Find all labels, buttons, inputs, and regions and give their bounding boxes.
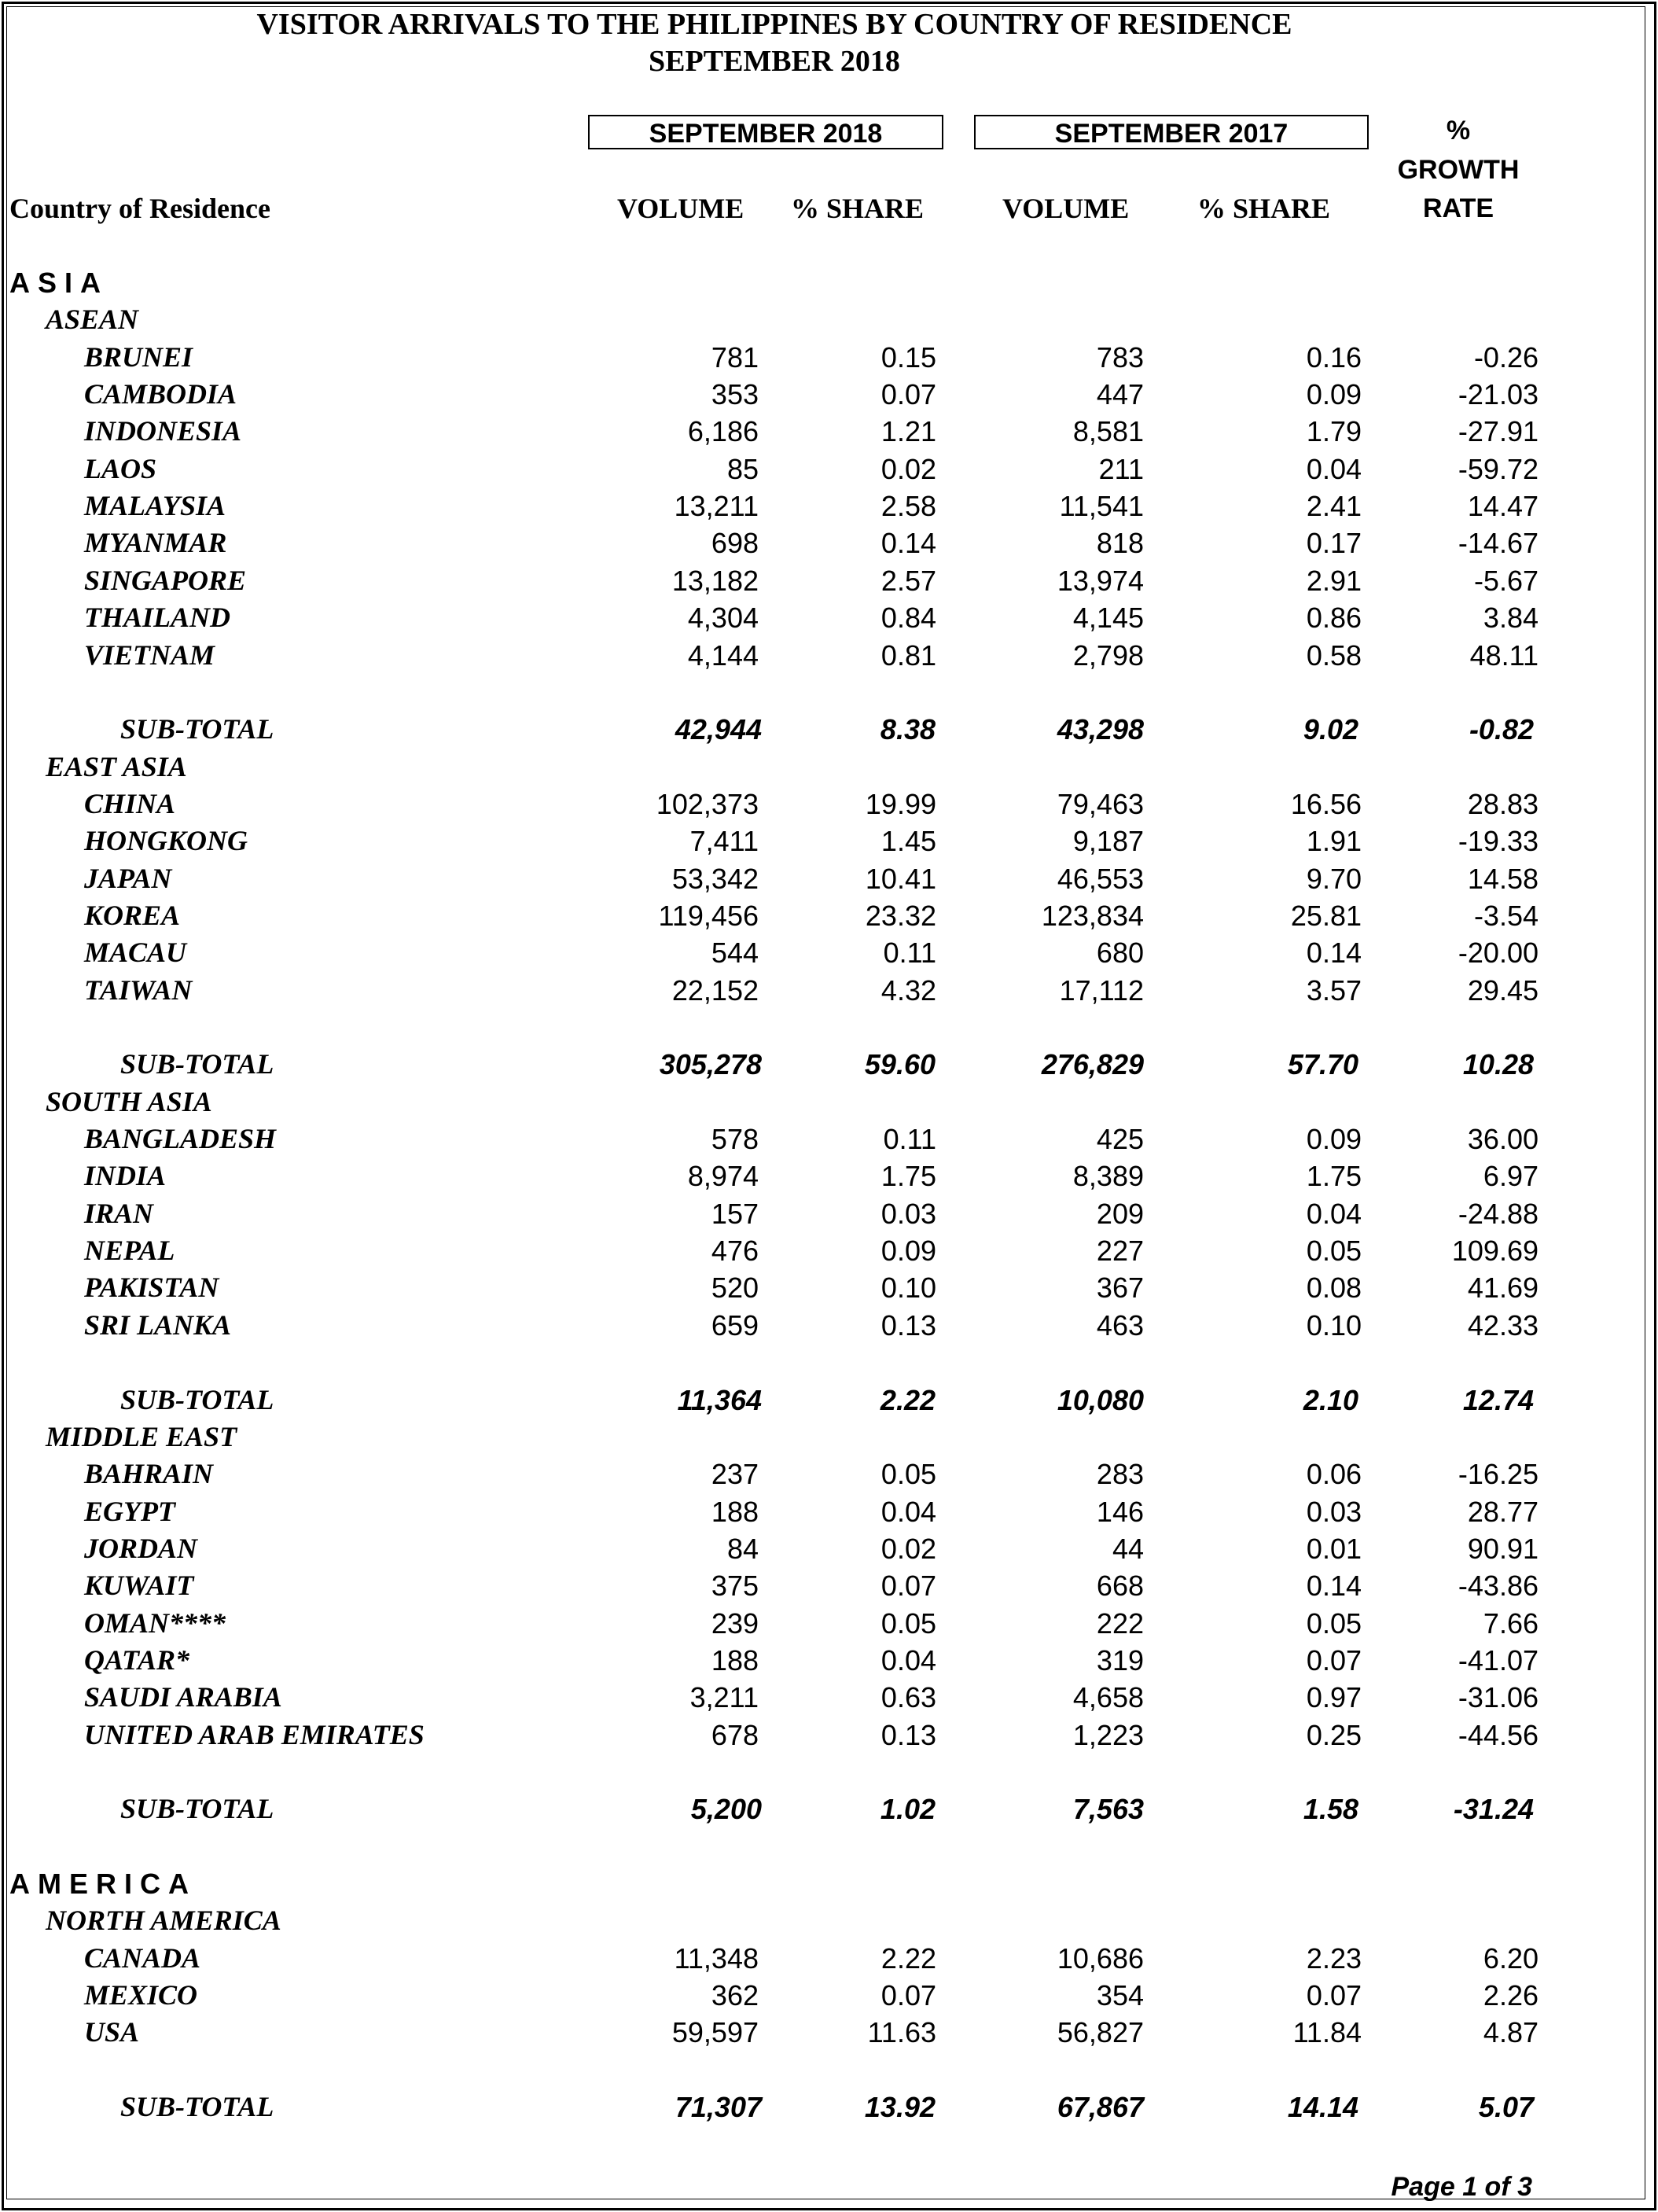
share-2017-cell: 0.07 bbox=[1306, 1643, 1362, 1676]
volume-2018-cell: 59,597 bbox=[671, 2016, 759, 2049]
table-row bbox=[0, 451, 1658, 488]
table-row bbox=[0, 1642, 1658, 1679]
volume-2018-cell: 188 bbox=[711, 1495, 759, 1528]
volume-2018-cell: 119,456 bbox=[658, 899, 759, 932]
subtotal-row bbox=[0, 711, 1658, 748]
country-label: MALAYSIA bbox=[84, 490, 226, 522]
growth-rate-cell: -0.26 bbox=[1473, 340, 1539, 374]
share-2017-cell: 0.07 bbox=[1306, 1979, 1362, 2012]
table-row bbox=[0, 786, 1658, 823]
volume-2017-cell: 56,827 bbox=[1057, 2016, 1144, 2049]
share-2017-cell: 0.17 bbox=[1306, 527, 1362, 560]
share-2017-cell: 1.58 bbox=[1303, 1793, 1358, 1826]
country-label: QATAR* bbox=[84, 1643, 190, 1676]
country-label: HONGKONG bbox=[84, 825, 248, 857]
table-row bbox=[0, 1158, 1658, 1194]
share-2018-cell: 0.05 bbox=[880, 1607, 936, 1640]
table-row bbox=[0, 1977, 1658, 2014]
country-label: USA bbox=[84, 2016, 140, 2048]
share-2018-cell: 0.05 bbox=[880, 1458, 936, 1491]
share-2017-cell: 0.04 bbox=[1306, 1197, 1362, 1230]
table-row bbox=[0, 972, 1658, 1009]
volume-2018-cell: 53,342 bbox=[671, 862, 759, 895]
region-label: ASIA bbox=[9, 267, 109, 299]
share-2018-cell: 2.22 bbox=[880, 1941, 936, 1975]
volume-2017-cell: 67,867 bbox=[1057, 2091, 1144, 2124]
growth-rate-cell: 7.66 bbox=[1483, 1607, 1539, 1640]
share-2018-cell: 1.75 bbox=[880, 1160, 936, 1193]
table-row bbox=[0, 1232, 1658, 1269]
volume-2017-cell: 222 bbox=[1096, 1607, 1144, 1640]
growth-rate-cell: 14.47 bbox=[1467, 490, 1539, 523]
country-label: BRUNEI bbox=[84, 340, 193, 373]
volume-2017-cell: 4,658 bbox=[1072, 1681, 1144, 1714]
share-2018-cell: 0.81 bbox=[880, 639, 936, 672]
growth-rate-cell: -20.00 bbox=[1458, 937, 1539, 970]
subtotal-row bbox=[0, 1791, 1658, 1827]
volume-2017-cell: 680 bbox=[1096, 937, 1144, 970]
growth-rate-cell: 5.07 bbox=[1478, 2091, 1534, 2124]
volume-2017-cell: 425 bbox=[1096, 1123, 1144, 1156]
share-2018-cell: 0.07 bbox=[880, 1979, 936, 2012]
share-2017-cell: 2.23 bbox=[1306, 1941, 1362, 1975]
volume-2017-cell: 783 bbox=[1096, 340, 1144, 374]
subtotal-row bbox=[0, 2089, 1658, 2126]
growth-rate-cell: 90.91 bbox=[1467, 1532, 1539, 1565]
volume-2017-cell: 9,187 bbox=[1072, 825, 1144, 858]
volume-2017-cell: 463 bbox=[1096, 1308, 1144, 1342]
country-label: CANADA bbox=[84, 1941, 201, 1974]
volume-2018-cell: 13,182 bbox=[671, 564, 759, 597]
volume-2017-cell: 8,389 bbox=[1072, 1160, 1144, 1193]
volume-2018-cell: 102,373 bbox=[656, 787, 759, 820]
share-2017-cell: 0.09 bbox=[1306, 1123, 1362, 1156]
volume-2017-cell: 1,223 bbox=[1072, 1718, 1144, 1751]
volume-2017-cell: 11,541 bbox=[1059, 490, 1144, 523]
volume-2017-cell: 123,834 bbox=[1041, 899, 1144, 932]
table-row bbox=[0, 1195, 1658, 1232]
growth-rate-cell: 36.00 bbox=[1467, 1123, 1539, 1156]
share-2018-cell: 0.07 bbox=[880, 378, 936, 411]
share-2017-cell: 0.14 bbox=[1306, 1570, 1362, 1603]
share-2018-cell: 0.13 bbox=[880, 1308, 936, 1342]
growth-rate-cell: -27.91 bbox=[1458, 415, 1539, 448]
share-2018-cell: 1.21 bbox=[880, 415, 936, 448]
share-2017-cell: 2.91 bbox=[1306, 564, 1362, 597]
volume-2017-cell: 227 bbox=[1096, 1235, 1144, 1268]
growth-rate-cell: 12.74 bbox=[1462, 1383, 1534, 1416]
subtotal-label: SUB-TOTAL bbox=[120, 2091, 274, 2123]
share-2017-cell: 0.14 bbox=[1306, 937, 1362, 970]
subregion-row bbox=[0, 749, 1658, 786]
share-2017-header: % SHARE bbox=[1197, 193, 1331, 224]
report-subtitle: SEPTEMBER 2018 bbox=[649, 45, 900, 78]
volume-2018-cell: 71,307 bbox=[675, 2091, 762, 2124]
share-2018-cell: 0.09 bbox=[880, 1235, 936, 1268]
country-label: OMAN**** bbox=[84, 1607, 226, 1639]
growth-rate-cell: -16.25 bbox=[1458, 1458, 1539, 1491]
share-2017-cell: 2.10 bbox=[1303, 1383, 1358, 1416]
volume-2018-cell: 698 bbox=[711, 527, 759, 560]
subtotal-row bbox=[0, 1382, 1658, 1419]
growth-rate-cell: 10.28 bbox=[1462, 1048, 1534, 1081]
share-2018-cell: 10.41 bbox=[865, 862, 936, 895]
volume-2018-cell: 188 bbox=[711, 1643, 759, 1676]
share-2017-cell: 0.25 bbox=[1306, 1718, 1362, 1751]
volume-2018-cell: 157 bbox=[711, 1197, 759, 1230]
share-2017-cell: 16.56 bbox=[1290, 787, 1362, 820]
growth-rate-cell: -31.24 bbox=[1453, 1793, 1534, 1826]
growth-rate-cell: 6.20 bbox=[1483, 1941, 1539, 1975]
country-label: CHINA bbox=[84, 787, 176, 819]
subtotal-label: SUB-TOTAL bbox=[120, 1048, 274, 1080]
share-2018-cell: 2.57 bbox=[880, 564, 936, 597]
country-label: BANGLADESH bbox=[84, 1123, 277, 1155]
volume-2018-cell: 520 bbox=[711, 1272, 759, 1305]
table-row bbox=[0, 562, 1658, 599]
share-2017-cell: 0.86 bbox=[1306, 602, 1362, 635]
growth-rate-cell: -24.88 bbox=[1458, 1197, 1539, 1230]
country-label: TAIWAN bbox=[84, 974, 193, 1006]
volume-2017-cell: 146 bbox=[1096, 1495, 1144, 1528]
share-2018-cell: 1.02 bbox=[880, 1793, 936, 1826]
share-2018-cell: 0.84 bbox=[880, 602, 936, 635]
volume-2017-cell: 46,553 bbox=[1057, 862, 1144, 895]
share-2018-cell: 0.02 bbox=[880, 452, 936, 485]
country-label: SRI LANKA bbox=[84, 1308, 232, 1341]
share-2017-cell: 0.05 bbox=[1306, 1235, 1362, 1268]
country-label: EGYPT bbox=[84, 1495, 175, 1527]
table-row bbox=[0, 1567, 1658, 1604]
subregion-row bbox=[0, 1084, 1658, 1121]
share-2017-cell: 1.75 bbox=[1306, 1160, 1362, 1193]
volume-2017-cell: 354 bbox=[1096, 1979, 1144, 2012]
growth-rate-cell: 28.83 bbox=[1467, 787, 1539, 820]
share-2017-cell: 0.16 bbox=[1306, 340, 1362, 374]
volume-2017-cell: 10,080 bbox=[1057, 1383, 1144, 1416]
table-row bbox=[0, 1530, 1658, 1567]
volume-2017-cell: 7,563 bbox=[1072, 1793, 1144, 1826]
volume-2017-cell: 2,798 bbox=[1072, 639, 1144, 672]
subregion-row bbox=[0, 301, 1658, 338]
share-2018-cell: 0.11 bbox=[883, 1123, 936, 1156]
growth-rate-cell: -43.86 bbox=[1458, 1570, 1539, 1603]
volume-2017-cell: 10,686 bbox=[1057, 1941, 1144, 1975]
share-2017-cell: 0.97 bbox=[1306, 1681, 1362, 1714]
growth-rate-cell: 14.58 bbox=[1467, 862, 1539, 895]
volume-2018-cell: 239 bbox=[711, 1607, 759, 1640]
growth-rate-cell: 4.87 bbox=[1483, 2016, 1539, 2049]
volume-2017-cell: 4,145 bbox=[1072, 602, 1144, 635]
table-row bbox=[0, 1940, 1658, 1977]
growth-rate-cell: -0.82 bbox=[1469, 713, 1534, 746]
volume-2018-cell: 237 bbox=[711, 1458, 759, 1491]
country-label: PAKISTAN bbox=[84, 1272, 219, 1304]
country-label: CAMBODIA bbox=[84, 378, 237, 410]
share-2017-cell: 1.91 bbox=[1306, 825, 1362, 858]
volume-2018-cell: 544 bbox=[711, 937, 759, 970]
volume-2018-cell: 305,278 bbox=[659, 1048, 762, 1081]
growth-header-line1: % bbox=[1446, 116, 1471, 145]
share-2017-cell: 57.70 bbox=[1287, 1048, 1358, 1081]
growth-rate-cell: 29.45 bbox=[1467, 974, 1539, 1007]
volume-2017-cell: 276,829 bbox=[1041, 1048, 1144, 1081]
share-2018-cell: 0.04 bbox=[880, 1495, 936, 1528]
share-2017-cell: 25.81 bbox=[1290, 899, 1362, 932]
growth-rate-cell: -21.03 bbox=[1458, 378, 1539, 411]
table-row bbox=[0, 637, 1658, 674]
share-2017-cell: 0.01 bbox=[1306, 1532, 1362, 1565]
country-label: INDIA bbox=[84, 1160, 167, 1192]
volume-2018-cell: 84 bbox=[726, 1532, 759, 1565]
volume-2017-cell: 209 bbox=[1096, 1197, 1144, 1230]
country-label: INDONESIA bbox=[84, 415, 242, 447]
volume-2017-cell: 818 bbox=[1096, 527, 1144, 560]
table-row bbox=[0, 860, 1658, 897]
region-label: AMERICA bbox=[9, 1868, 197, 1901]
country-label: THAILAND bbox=[84, 602, 231, 634]
share-2018-cell: 23.32 bbox=[865, 899, 936, 932]
volume-2018-cell: 8,974 bbox=[687, 1160, 759, 1193]
share-2018-cell: 19.99 bbox=[865, 787, 936, 820]
growth-rate-cell: -3.54 bbox=[1473, 899, 1539, 932]
volume-2018-cell: 11,348 bbox=[674, 1941, 759, 1975]
growth-rate-cell: 48.11 bbox=[1469, 639, 1539, 672]
growth-rate-cell: -44.56 bbox=[1458, 1718, 1539, 1751]
share-2018-cell: 0.02 bbox=[880, 1532, 936, 1565]
subtotal-row bbox=[0, 1046, 1658, 1083]
volume-2017-cell: 17,112 bbox=[1059, 974, 1144, 1007]
share-2017-cell: 0.03 bbox=[1306, 1495, 1362, 1528]
volume-2018-cell: 6,186 bbox=[687, 415, 759, 448]
table-row bbox=[0, 524, 1658, 561]
share-2017-cell: 9.02 bbox=[1303, 713, 1358, 746]
share-2017-cell: 0.08 bbox=[1306, 1272, 1362, 1305]
share-2017-cell: 3.57 bbox=[1306, 974, 1362, 1007]
table-row bbox=[0, 934, 1658, 971]
share-2017-cell: 0.06 bbox=[1306, 1458, 1362, 1491]
share-2017-cell: 1.79 bbox=[1306, 415, 1362, 448]
subtotal-label: SUB-TOTAL bbox=[120, 1793, 274, 1825]
table-row bbox=[0, 823, 1658, 859]
volume-2017-cell: 8,581 bbox=[1072, 415, 1144, 448]
volume-2017-cell: 44 bbox=[1112, 1532, 1144, 1565]
volume-2018-cell: 3,211 bbox=[689, 1681, 759, 1714]
country-label: KOREA bbox=[84, 899, 181, 931]
share-2018-cell: 0.11 bbox=[883, 937, 936, 970]
growth-rate-cell: -59.72 bbox=[1458, 452, 1539, 485]
table-row bbox=[0, 339, 1658, 376]
volume-2017-cell: 447 bbox=[1096, 378, 1144, 411]
share-2017-cell: 11.84 bbox=[1292, 2016, 1362, 2049]
share-2018-cell: 0.10 bbox=[880, 1272, 936, 1305]
volume-2018-cell: 659 bbox=[711, 1308, 759, 1342]
volume-2018-cell: 578 bbox=[711, 1123, 759, 1156]
share-2018-cell: 1.45 bbox=[880, 825, 936, 858]
growth-rate-cell: -5.67 bbox=[1473, 564, 1539, 597]
share-2017-cell: 2.41 bbox=[1306, 490, 1362, 523]
volume-2018-cell: 4,304 bbox=[687, 602, 759, 635]
country-label: MYANMAR bbox=[84, 527, 227, 559]
growth-rate-cell: 42.33 bbox=[1467, 1308, 1539, 1342]
growth-rate-cell: 28.77 bbox=[1467, 1495, 1539, 1528]
share-2018-cell: 11.63 bbox=[867, 2016, 936, 2049]
growth-rate-cell: 2.26 bbox=[1483, 1979, 1539, 2012]
share-2017-cell: 0.09 bbox=[1306, 378, 1362, 411]
country-label: JORDAN bbox=[84, 1532, 198, 1564]
country-label: VIETNAM bbox=[84, 639, 215, 671]
growth-rate-cell: -41.07 bbox=[1458, 1643, 1539, 1676]
volume-2018-cell: 781 bbox=[711, 340, 759, 374]
share-2018-cell: 0.14 bbox=[880, 527, 936, 560]
region-row bbox=[0, 264, 1658, 301]
growth-rate-cell: -14.67 bbox=[1458, 527, 1539, 560]
country-label: NEPAL bbox=[84, 1235, 175, 1267]
growth-rate-cell: 41.69 bbox=[1467, 1272, 1539, 1305]
volume-2017-header: VOLUME bbox=[1002, 193, 1130, 224]
volume-2018-cell: 22,152 bbox=[671, 974, 759, 1007]
share-2017-cell: 0.58 bbox=[1306, 639, 1362, 672]
volume-2018-cell: 678 bbox=[711, 1718, 759, 1751]
volume-2018-cell: 362 bbox=[711, 1979, 759, 2012]
volume-2018-cell: 476 bbox=[711, 1235, 759, 1268]
table-row bbox=[0, 1269, 1658, 1306]
country-label: MEXICO bbox=[84, 1979, 198, 2011]
subregion-row bbox=[0, 1419, 1658, 1456]
country-label: KUWAIT bbox=[84, 1570, 194, 1602]
share-2018-cell: 0.04 bbox=[880, 1643, 936, 1676]
volume-2018-cell: 5,200 bbox=[690, 1793, 762, 1826]
table-row bbox=[0, 413, 1658, 450]
page-indicator: Page 1 of 3 bbox=[1391, 2172, 1532, 2202]
country-label: IRAN bbox=[84, 1197, 154, 1229]
table-row bbox=[0, 897, 1658, 934]
volume-2017-cell: 43,298 bbox=[1057, 713, 1144, 746]
table-row bbox=[0, 1605, 1658, 1642]
share-2018-cell: 0.13 bbox=[880, 1718, 936, 1751]
share-2018-cell: 0.03 bbox=[880, 1197, 936, 1230]
share-2017-cell: 0.04 bbox=[1306, 452, 1362, 485]
table-row bbox=[0, 1456, 1658, 1492]
subregion-label: ASEAN bbox=[46, 304, 139, 336]
report-title: VISITOR ARRIVALS TO THE PHILIPPINES BY COUNTRY OF RESIDENCE bbox=[256, 8, 1292, 41]
volume-2018-cell: 11,364 bbox=[677, 1383, 762, 1416]
share-2017-cell: 0.05 bbox=[1306, 1607, 1362, 1640]
table-row bbox=[0, 1717, 1658, 1754]
country-column-header: Country of Residence bbox=[9, 193, 270, 224]
country-label: MACAU bbox=[84, 937, 187, 969]
subtotal-label: SUB-TOTAL bbox=[120, 713, 274, 745]
country-label: SAUDI ARABIA bbox=[84, 1681, 282, 1713]
table-row bbox=[0, 376, 1658, 413]
growth-rate-cell: 109.69 bbox=[1451, 1235, 1539, 1268]
volume-2018-cell: 42,944 bbox=[675, 713, 762, 746]
table-row bbox=[0, 1679, 1658, 1716]
volume-2018-cell: 85 bbox=[726, 452, 759, 485]
period-current-header: SEPTEMBER 2018 bbox=[588, 115, 943, 149]
growth-header-line3: RATE bbox=[1422, 193, 1494, 223]
country-label: UNITED ARAB EMIRATES bbox=[84, 1718, 425, 1750]
subregion-label: EAST ASIA bbox=[46, 750, 187, 782]
share-2017-cell: 0.10 bbox=[1306, 1308, 1362, 1342]
volume-2017-cell: 367 bbox=[1096, 1272, 1144, 1305]
period-previous-header: SEPTEMBER 2017 bbox=[974, 115, 1369, 149]
growth-rate-cell: 6.97 bbox=[1483, 1160, 1539, 1193]
table-row bbox=[0, 1121, 1658, 1158]
subregion-label: NORTH AMERICA bbox=[46, 1905, 281, 1937]
volume-2017-cell: 668 bbox=[1096, 1570, 1144, 1603]
volume-2017-cell: 211 bbox=[1098, 452, 1144, 485]
subregion-label: SOUTH ASIA bbox=[46, 1085, 212, 1117]
growth-rate-cell: -31.06 bbox=[1458, 1681, 1539, 1714]
subtotal-label: SUB-TOTAL bbox=[120, 1383, 274, 1415]
country-label: LAOS bbox=[84, 452, 157, 484]
share-2018-cell: 2.58 bbox=[880, 490, 936, 523]
share-2018-cell: 13.92 bbox=[864, 2091, 936, 2124]
volume-2018-cell: 353 bbox=[711, 378, 759, 411]
volume-2017-cell: 79,463 bbox=[1057, 787, 1144, 820]
volume-2017-cell: 319 bbox=[1096, 1643, 1144, 1676]
share-2017-cell: 9.70 bbox=[1306, 862, 1362, 895]
share-2018-cell: 2.22 bbox=[880, 1383, 936, 1416]
subregion-label: MIDDLE EAST bbox=[46, 1420, 237, 1452]
share-2018-header: % SHARE bbox=[791, 193, 925, 224]
volume-2017-cell: 283 bbox=[1096, 1458, 1144, 1491]
country-label: BAHRAIN bbox=[84, 1458, 214, 1490]
table-row bbox=[0, 1493, 1658, 1530]
volume-2017-cell: 13,974 bbox=[1057, 564, 1144, 597]
table-row bbox=[0, 488, 1658, 524]
share-2018-cell: 59.60 bbox=[864, 1048, 936, 1081]
subregion-row bbox=[0, 1902, 1658, 1939]
volume-2018-cell: 13,211 bbox=[674, 490, 759, 523]
growth-rate-cell: 3.84 bbox=[1483, 602, 1539, 635]
volume-2018-header: VOLUME bbox=[617, 193, 744, 224]
growth-header-line2: GROWTH bbox=[1397, 155, 1520, 185]
table-row bbox=[0, 1307, 1658, 1344]
volume-2018-cell: 4,144 bbox=[687, 639, 759, 672]
table-row bbox=[0, 599, 1658, 636]
volume-2018-cell: 7,411 bbox=[689, 825, 759, 858]
growth-rate-cell: -19.33 bbox=[1458, 825, 1539, 858]
region-row bbox=[0, 1865, 1658, 1902]
volume-2018-cell: 375 bbox=[711, 1570, 759, 1603]
share-2018-cell: 0.07 bbox=[880, 1570, 936, 1603]
country-label: SINGAPORE bbox=[84, 564, 247, 596]
share-2018-cell: 0.15 bbox=[880, 340, 936, 374]
table-row bbox=[0, 2014, 1658, 2051]
country-label: JAPAN bbox=[84, 862, 172, 894]
share-2018-cell: 8.38 bbox=[880, 713, 936, 746]
share-2017-cell: 14.14 bbox=[1287, 2091, 1358, 2124]
share-2018-cell: 4.32 bbox=[880, 974, 936, 1007]
share-2018-cell: 0.63 bbox=[880, 1681, 936, 1714]
